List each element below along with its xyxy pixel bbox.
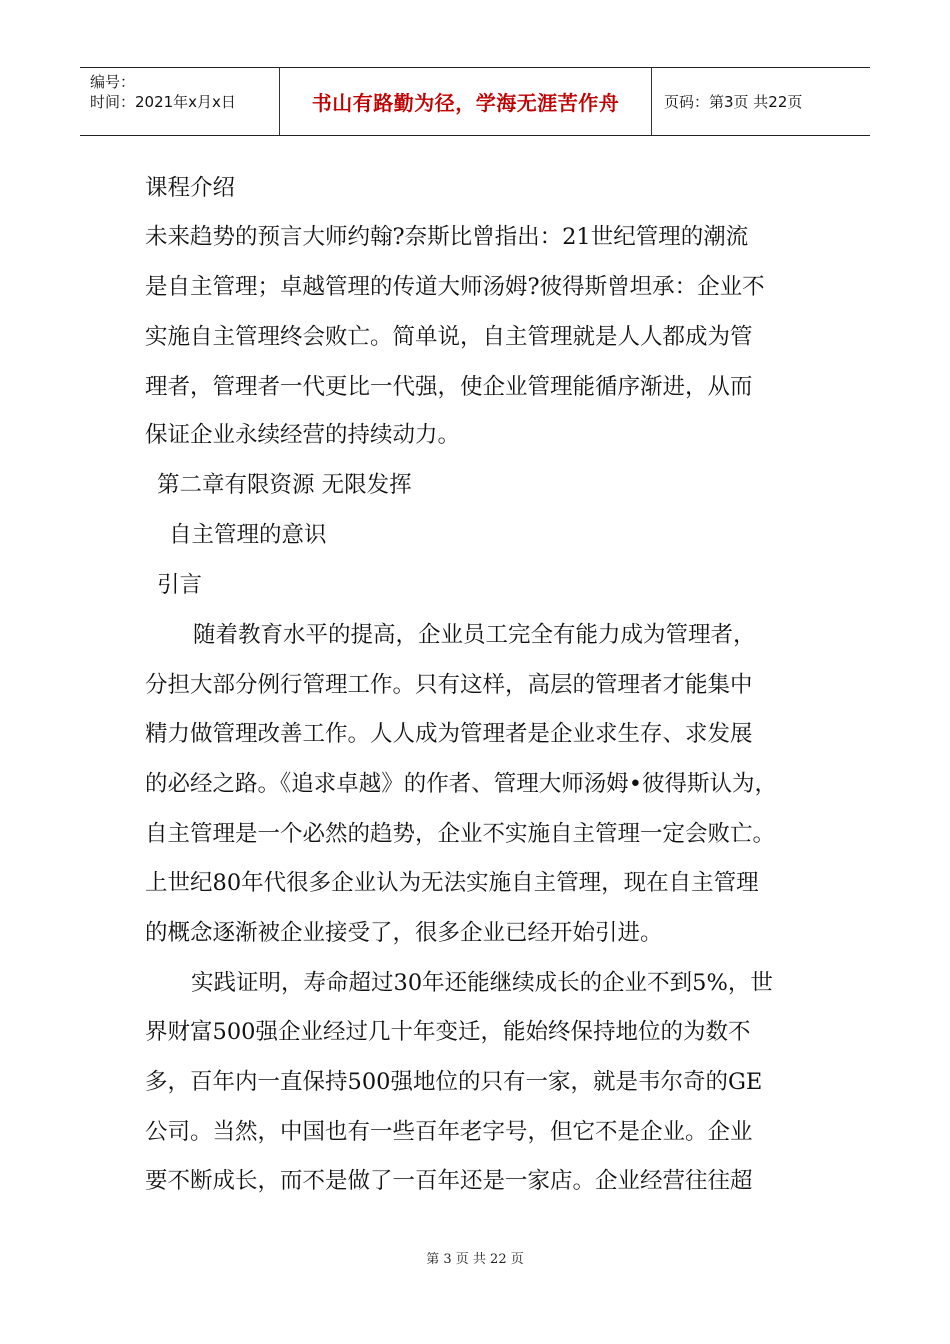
text-line: 第二章有限资源 无限发挥 <box>157 472 412 498</box>
text-line: 的概念逐渐被企业接受了，很多企业已经开始引进。 <box>145 920 663 946</box>
text-line: 多，百年内一直保持500强地位的只有一家，就是韦尔奇的GE <box>145 1069 763 1095</box>
text-line: 未来趋势的预言大师约翰?奈斯比曾指出：21世纪管理的潮流 <box>145 224 749 250</box>
time-label: 时间：2021年x月x日 <box>90 93 236 111</box>
header-motto: 书山有路勤为径，学海无涯苦作舟 <box>280 68 652 135</box>
page-footer: 第 3 页 共 22 页 <box>426 1252 524 1267</box>
header-meta <box>80 68 280 135</box>
text-line: 上世纪80年代很多企业认为无法实施自主管理，现在自主管理 <box>145 870 759 896</box>
text-line: 保证企业永续经营的持续动力。 <box>145 422 461 448</box>
text-line: 实践证明，寿命超过30年还能继续成长的企业不到5%，世 <box>191 970 773 996</box>
text-line: 理者，管理者一代更比一代强，使企业管理能循序渐进，从而 <box>145 374 753 400</box>
page-header <box>80 67 870 136</box>
text-line: 实施自主管理终会败亡。简单说，自主管理就是人人都成为管 <box>145 324 753 350</box>
text-line: 精力做管理改善工作。人人成为管理者是企业求生存、求发展 <box>145 721 753 747</box>
number-label: 编号： <box>90 73 136 91</box>
text-line: 随着教育水平的提高，企业员工完全有能力成为管理者， <box>193 622 756 648</box>
text-line: 课程介绍 <box>145 175 236 201</box>
header-page-info: 页码：第3页 共22页 <box>664 93 803 111</box>
text-line: 分担大部分例行管理工作。只有这样，高层的管理者才能集中 <box>145 672 753 698</box>
text-line: 自主管理是一个必然的趋势，企业不实施自主管理一定会败亡。 <box>145 821 776 847</box>
text-line: 的必经之路。《追求卓越》的作者、管理大师汤姆•彼得斯认为， <box>145 771 778 797</box>
text-line: 引言 <box>157 572 203 598</box>
text-line: 自主管理的意识 <box>169 522 327 548</box>
text-line: 公司。当然，中国也有一些百年老字号，但它不是企业。企业 <box>145 1119 753 1145</box>
text-line: 要不断成长，而不是做了一百年还是一家店。企业经营往往超 <box>145 1168 753 1194</box>
text-line: 界财富500强企业经过几十年变迁，能始终保持地位的为数不 <box>145 1019 751 1045</box>
text-line: 是自主管理；卓越管理的传道大师汤姆?彼得斯曾坦承：企业不 <box>145 274 765 300</box>
